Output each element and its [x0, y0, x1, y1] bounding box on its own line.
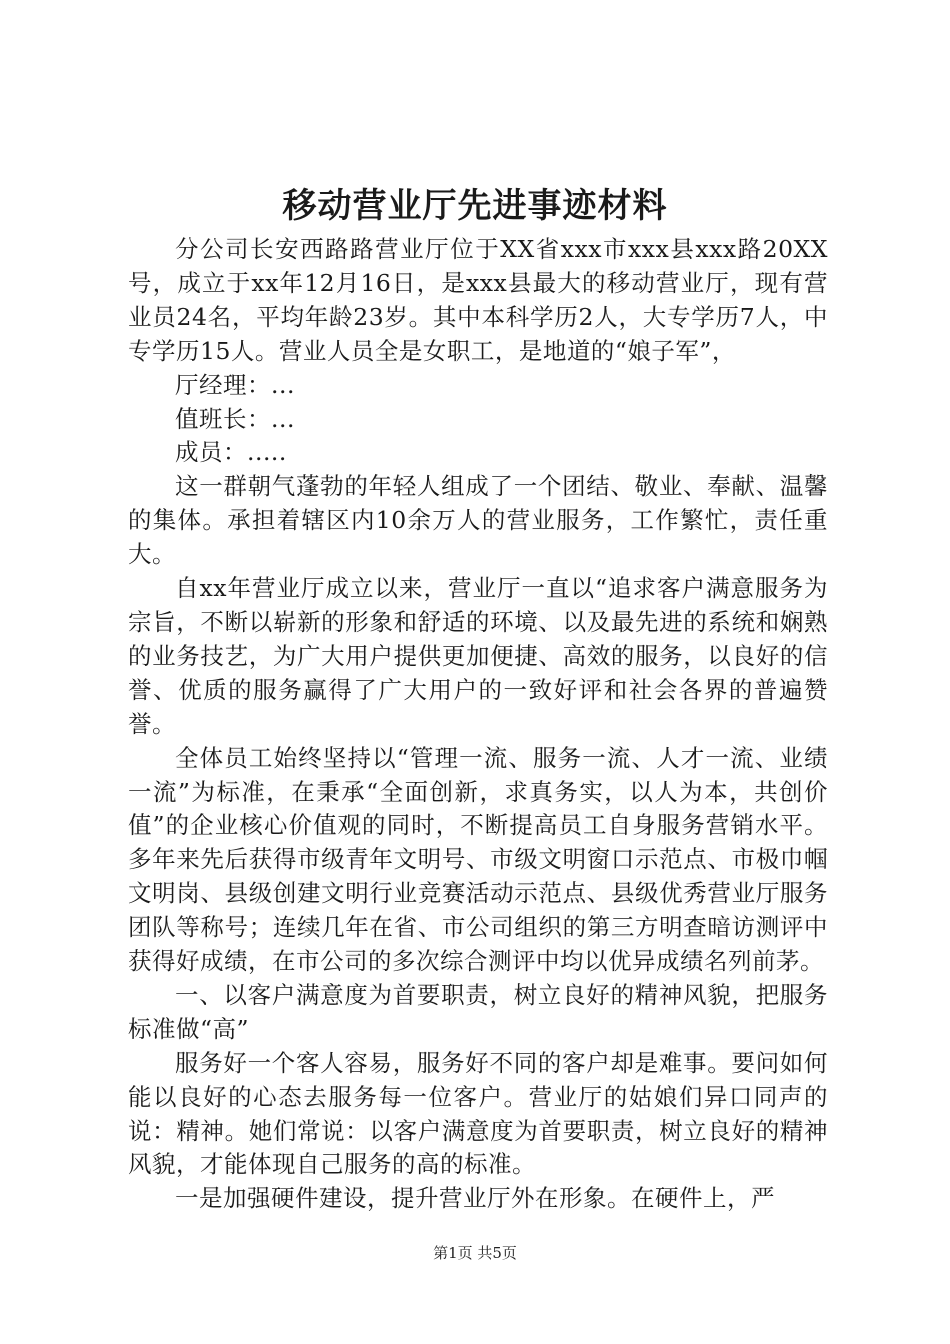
paragraph: 全体员工始终坚持以“管理一流、服务一流、人才一流、业绩一流”为标准，在秉承“全面创新，求真务实，以人为本，共创价值”的企业核心价值观的同时，不断提高员工自身服务营销水平。多年来先后获得市级青年文明号、市级文明窗口示范点、市极巾帼文明岗、县级创建文明行业竞赛活动示范点、县级优秀营业厅服务团队等称号；连续几年在省、市公司组织的第三方明查暗访测评中获得好成绩，在市公司的多次综合测评中均以优异成绩名列前茅。 — [128, 743, 828, 976]
paragraph: 一是加强硬件建设，提升营业厅外在形象。在硬件上，严 — [175, 1184, 775, 1213]
paragraph: 服务好一个客人容易，服务好不同的客户却是难事。要问如何能以良好的心态去服务每一位客户。营业厅的姑娘们异口同声的说：精神。她们常说：以客户满意度为首要职责，树立良好的精神风貌，才能体现自己服务的高的标准。 — [128, 1048, 828, 1179]
paragraph: 这一群朝气蓬勃的年轻人组成了一个团结、敬业、奉献、温馨的集体。承担着辖区内10余万人的营业服务，工作繁忙，责任重大。 — [128, 472, 828, 569]
paragraph: 分公司长安西路路营业厅位于XX省xxx市xxx县xxx路20XX号，成立于xx年12月16日，是xxx县最大的移动营业厅，现有营业员24名，平均年龄23岁。其中本科学历2人，大专学历7人，中专学历15人。营业人员全是女职工，是地道的“娘子军”， — [128, 235, 828, 365]
paragraph: 成员：..... — [175, 438, 287, 467]
paragraph: 自xx年营业厅成立以来，营业厅一直以“追求客户满意服务为宗旨，不断以崭新的形象和舒适的环境、以及最先进的系统和娴熟的业务技艺，为广大用户提供更加便捷、高效的服务，以良好的信誉、优质的服务赢得了广大用户的一致好评和社会各界的普遍赞誉。 — [128, 574, 828, 738]
section-heading: 一、以客户满意度为首要职责，树立良好的精神风貌，把服务标准做“高” — [128, 980, 828, 1043]
document-body — [128, 233, 828, 1216]
document-title: 移动营业厅先进事迹材料 — [282, 186, 668, 226]
paragraph: 值班长：... — [175, 404, 295, 433]
page-footer: 第1页 共5页 — [433, 1244, 517, 1262]
paragraph: 厅经理：... — [175, 370, 295, 399]
